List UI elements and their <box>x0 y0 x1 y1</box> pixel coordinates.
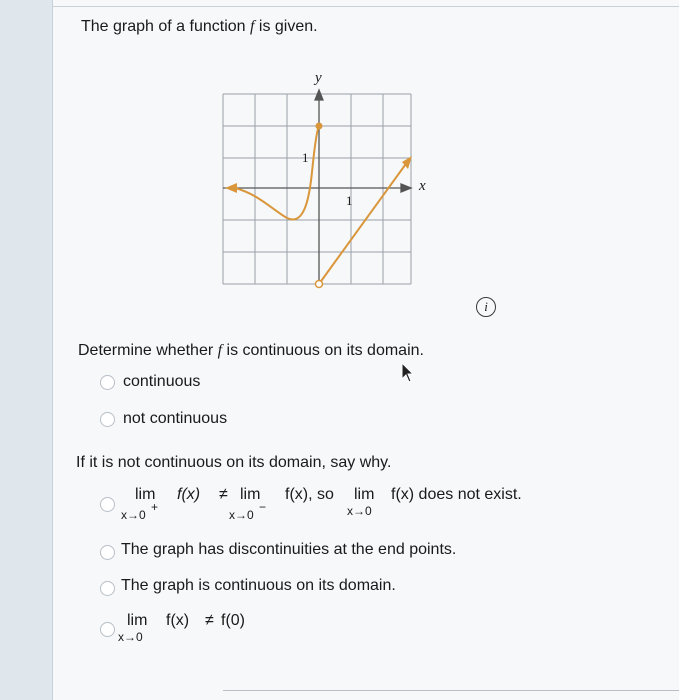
right-branch <box>319 161 408 284</box>
radio-not-continuous[interactable] <box>100 412 115 427</box>
lim2: lim <box>240 486 261 503</box>
mouse-cursor-icon <box>401 362 415 384</box>
info-icon[interactable]: i <box>476 297 496 317</box>
prompt-determine <box>78 342 424 360</box>
radio-limit-option[interactable] <box>100 497 115 512</box>
question-suffix: is given. <box>254 18 318 35</box>
prompt-why: If it is not continuous on its domain, say why. <box>76 454 392 471</box>
y-tick-label: 1 <box>302 150 309 165</box>
y-axis-arrow-icon <box>315 90 323 100</box>
sub-last: x→0 <box>118 630 143 644</box>
fx-last: f(x) <box>166 612 190 629</box>
prompt1-prefix: Determine whether <box>78 342 218 359</box>
question-func: f <box>250 18 255 35</box>
prompt1-suffix: is continuous on its domain. <box>222 342 424 359</box>
sub2: x→0 <box>229 508 254 522</box>
fx2: f(x), so <box>285 486 334 503</box>
left-branch <box>235 126 319 220</box>
graph-layer <box>53 0 679 320</box>
sup2: − <box>259 500 267 514</box>
function-curve <box>235 126 408 284</box>
neq1: ≠ <box>219 486 228 503</box>
radio-continuous[interactable] <box>100 375 115 390</box>
sub3: x→0 <box>347 504 372 518</box>
radio-endpoints[interactable] <box>100 545 115 560</box>
question-prefix: The graph of a function <box>81 18 250 35</box>
option-endpoints-label: The graph has discontinuities at the end points. <box>121 541 457 558</box>
sup1: + <box>151 500 159 514</box>
y-axis-label: y <box>315 70 322 86</box>
f0-last: f(0) <box>221 612 245 629</box>
radio-lim-neq-f0[interactable] <box>100 622 115 637</box>
prompt1-func: f <box>217 342 223 359</box>
left-arrow-icon <box>225 183 237 193</box>
lim3: lim <box>354 486 375 503</box>
option-graph-continuous-label: The graph is continuous on its domain. <box>121 577 396 594</box>
grid-lines <box>223 94 411 284</box>
lim1: lim <box>135 486 156 503</box>
option-continuous-label: continuous <box>123 373 201 390</box>
x-axis-label: x <box>419 178 426 194</box>
question-card <box>52 0 679 700</box>
closed-dot-icon <box>316 123 323 130</box>
x-axis-arrow-icon <box>401 184 411 192</box>
fx1: f(x) <box>177 486 201 503</box>
radio-graph-continuous[interactable] <box>100 581 115 596</box>
neq-last: ≠ <box>205 612 214 629</box>
option-not-continuous-label: not continuous <box>123 410 228 427</box>
lim-last: lim <box>127 612 148 629</box>
bottom-divider <box>223 690 679 691</box>
fx3: f(x) does not exist. <box>391 486 522 503</box>
sub1: x→0 <box>121 508 146 522</box>
x-tick-label: 1 <box>346 193 353 208</box>
open-dot-icon <box>316 281 323 288</box>
